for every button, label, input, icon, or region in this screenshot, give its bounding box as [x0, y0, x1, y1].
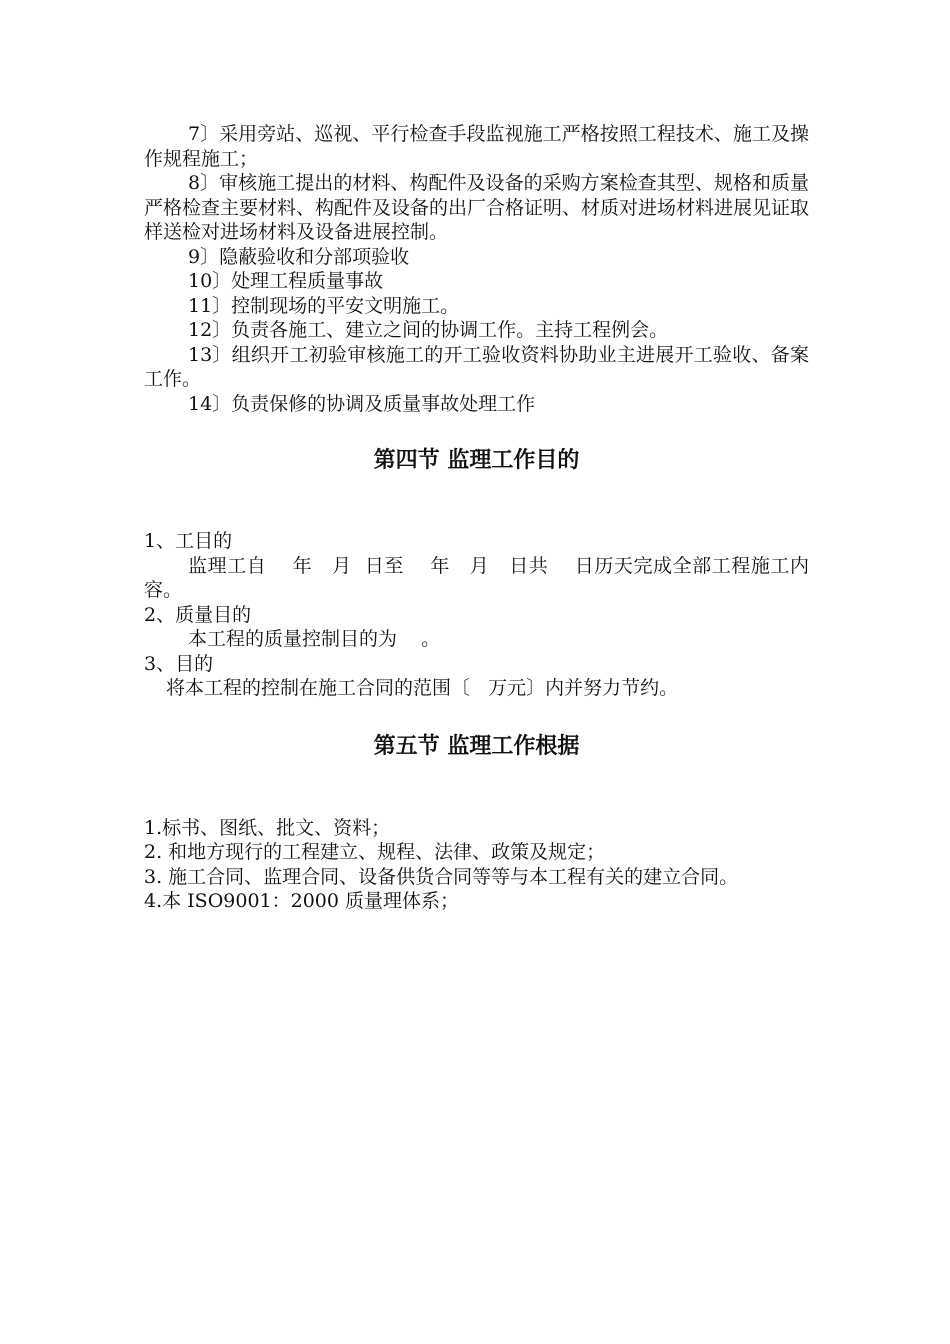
- section-heading-objectives: 第四节 监理工作目的: [373, 448, 580, 473]
- subsection-title: 3、目的: [144, 652, 214, 675]
- list-item: 13〕组织开工初验审核施工的开工验收资料协助业主进展开工验收、备案工作。: [144, 343, 809, 390]
- subsection-title: 1、工目的: [144, 530, 233, 552]
- list-item: 7〕采用旁站、巡视、平行检查手段监视施工严格按照工程技术、施工及操作规程施工；: [144, 123, 809, 170]
- list-item: 11〕控制现场的平安文明施工。: [188, 294, 460, 317]
- paragraph: 将本工程的控制在施工合同的范围〔 万元〕内并努力节约。: [166, 677, 679, 699]
- list-item: 1.标书、图纸、批文、资料；: [144, 816, 391, 839]
- list-item: 12〕负责各施工、建立之间的协调工作。主持工程例会。: [188, 319, 669, 341]
- list-item: 14〕负责保修的协调及质量事故处理工作: [188, 392, 536, 415]
- list-item: 9〕隐蔽验收和分部项验收: [188, 245, 410, 268]
- list-item: 3. 施工合同、监理合同、设备供货合同等等与本工程有关的建立合同。: [144, 865, 739, 888]
- list-item: 8〕审核施工提出的材料、构配件及设备的采购方案检查其型、规格和质量严格检查主要材料、构配件及设备的出厂合格证明、材质对进场材料进展见证取样送检对进场材料及设备进展控制。: [144, 172, 810, 243]
- paragraph: 本工程的质量控制目的为 。: [188, 628, 441, 650]
- subsection-title: 2、质量目的: [144, 603, 252, 626]
- paragraph: 监理工自 年 月 日至 年 月 日共 日历天完成全部工程施工内容。: [144, 554, 809, 601]
- list-item: 10〕处理工程质量事故: [188, 270, 384, 292]
- list-item: 2. 和地方现行的工程建立、规程、法律、政策及规定；: [144, 841, 606, 863]
- document-body: [144, 122, 809, 914]
- list-item: 4.本 ISO9001：2000 质量理体系；: [144, 890, 460, 912]
- section-heading-basis: 第五节 监理工作根据: [373, 733, 580, 759]
